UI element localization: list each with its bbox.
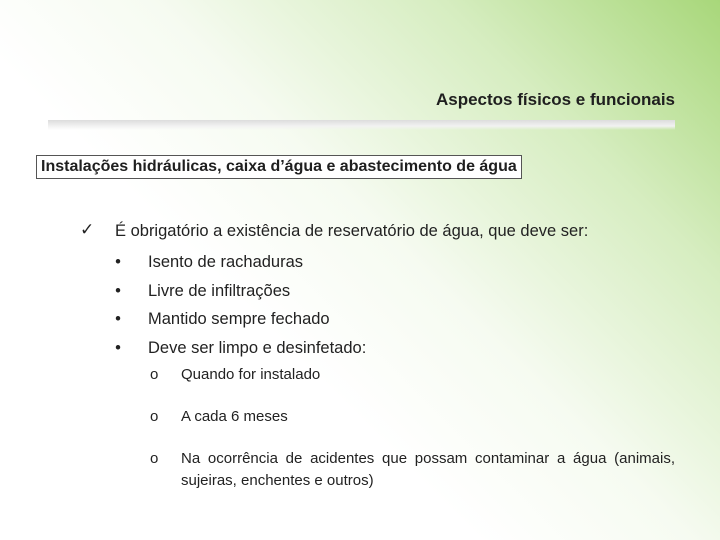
slide-title: Aspectos físicos e funcionais <box>435 90 675 109</box>
sub-list-item <box>150 406 675 448</box>
sub-bullet-text: Na ocorrência de acidentes que possam contaminar a água (animais, sujeiras, enchentes e outros) <box>181 450 675 489</box>
bullet-text: Livre de infiltrações <box>148 281 291 300</box>
bullet-text: Isento de rachaduras <box>148 253 304 271</box>
bullet-icon: • <box>115 310 121 328</box>
sub-bullet-text: Quando for instalado <box>181 366 321 383</box>
sub-list-item <box>150 364 675 406</box>
sub-bullet-text: A cada 6 meses <box>181 408 288 425</box>
sub-bullet-list <box>150 364 675 492</box>
bullet-icon: • <box>115 281 121 300</box>
section-heading: Instalações hidráulicas, caixa d’água e abastecimento de água <box>36 155 522 179</box>
sub-bullet-icon: o <box>150 450 159 467</box>
bullet-icon: • <box>115 253 121 271</box>
title-divider <box>48 120 675 130</box>
sub-bullet-icon: o <box>150 408 159 425</box>
sub-bullet-icon: o <box>150 366 159 383</box>
sub-list-item <box>150 448 675 492</box>
bullet-icon: • <box>115 338 121 357</box>
main-point-text: É obrigatório a existência de reservatório de água, que deve ser: <box>115 222 589 240</box>
bullet-text: Mantido sempre fechado <box>148 310 330 328</box>
bullet-text: Deve ser limpo e desinfetado: <box>148 338 367 357</box>
checkmark-icon: ✓ <box>80 220 95 239</box>
